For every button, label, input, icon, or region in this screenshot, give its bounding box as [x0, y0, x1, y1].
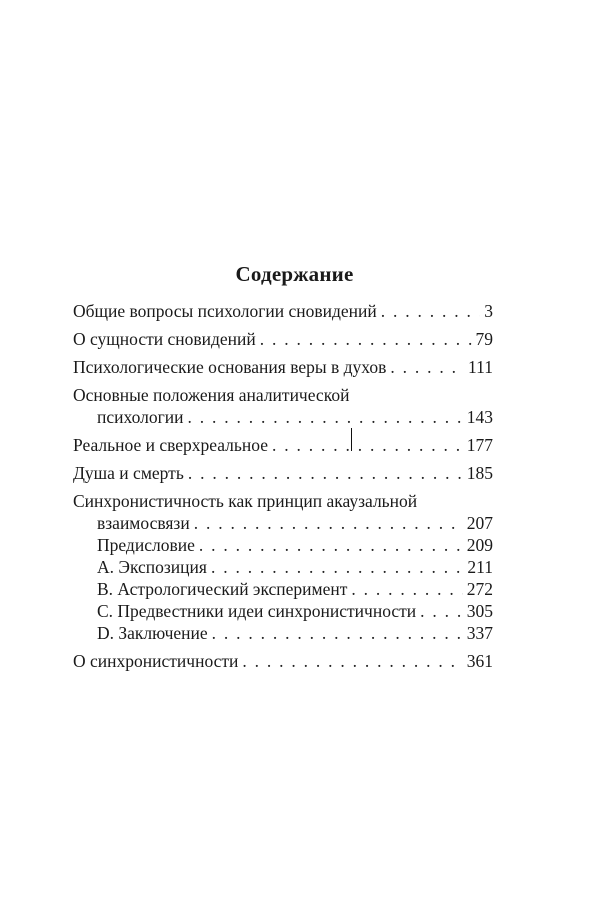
dot-leader: [420, 600, 463, 622]
toc-entry-dreams-general[interactable]: [73, 300, 493, 322]
toc-entry-title: А. Экспозиция: [97, 557, 207, 577]
dot-leader: [188, 406, 463, 428]
dot-leader: [188, 462, 463, 484]
toc-entry-page: 3: [484, 301, 493, 321]
toc-subentry-astrological-experiment[interactable]: [73, 578, 493, 600]
toc-entry-title-line2: психологии: [97, 407, 184, 427]
toc-subentry-conclusion[interactable]: [73, 622, 493, 644]
toc-entry-title: О синхронистичности: [73, 651, 239, 671]
toc-entry-page: 143: [466, 407, 493, 427]
toc-entry-page: 177: [466, 435, 493, 455]
toc-entry-page: 79: [475, 329, 493, 349]
dot-leader: [242, 650, 462, 672]
toc-entry-spirits[interactable]: [73, 356, 493, 378]
toc-entry-title: О сущности сновидений: [73, 329, 256, 349]
toc-entry-real-surreal[interactable]: [73, 434, 493, 456]
dot-leader: [260, 328, 472, 350]
toc-entry-on-synchronicity[interactable]: [73, 650, 493, 672]
dot-leader: [199, 534, 463, 556]
toc-entry-title: B. Астрологический эксперимент: [97, 579, 348, 599]
toc-entry-title: Предисловие: [97, 535, 195, 555]
toc-entry-title-line1: Синхронистичность как принцип акаузальной: [73, 491, 418, 511]
toc-subentry-preface[interactable]: [73, 534, 493, 556]
dot-leader: [272, 434, 463, 456]
toc-entry-page: 207: [466, 513, 493, 533]
toc-entry-page: 361: [466, 651, 493, 671]
toc-entry-title-line2: взаимосвязи: [97, 513, 190, 533]
toc-entry-page: 211: [467, 557, 493, 577]
toc-entry-page: 185: [466, 463, 493, 483]
toc-entry-analytical-psychology[interactable]: [73, 384, 493, 428]
toc-entry-page: 272: [466, 579, 493, 599]
dot-leader: [212, 622, 463, 644]
toc-entry-title: Реальное и сверхреальное: [73, 435, 268, 455]
table-of-contents: [73, 300, 493, 672]
toc-entry-title: C. Предвестники идеи синхронистичности: [97, 601, 417, 621]
toc-entry-page: 111: [468, 357, 493, 377]
dot-leader: [351, 578, 462, 600]
toc-entry-synchronicity-principle[interactable]: [73, 490, 493, 534]
toc-heading: Содержание: [235, 262, 354, 286]
dot-leader: [194, 512, 463, 534]
toc-entry-page: 209: [466, 535, 493, 555]
toc-entry-title: D. Заключение: [97, 623, 208, 643]
text-cursor-mark: [351, 428, 352, 451]
toc-subentry-forerunners[interactable]: [73, 600, 493, 622]
toc-entry-title: Психологические основания веры в духов: [73, 357, 387, 377]
toc-entry-soul-death[interactable]: [73, 462, 493, 484]
toc-entry-dreams-essence[interactable]: [73, 328, 493, 350]
dot-leader: [381, 300, 480, 322]
toc-entry-page: 305: [466, 601, 493, 621]
toc-entry-title: Общие вопросы психологии сновидений: [73, 301, 377, 321]
toc-entry-title-line1: Основные положения аналитической: [73, 385, 350, 405]
dot-leader: [390, 356, 464, 378]
toc-entry-title: Душа и смерть: [73, 463, 184, 483]
toc-entry-page: 337: [466, 623, 493, 643]
dot-leader: [211, 556, 463, 578]
toc-subentry-exposition[interactable]: [73, 556, 493, 578]
